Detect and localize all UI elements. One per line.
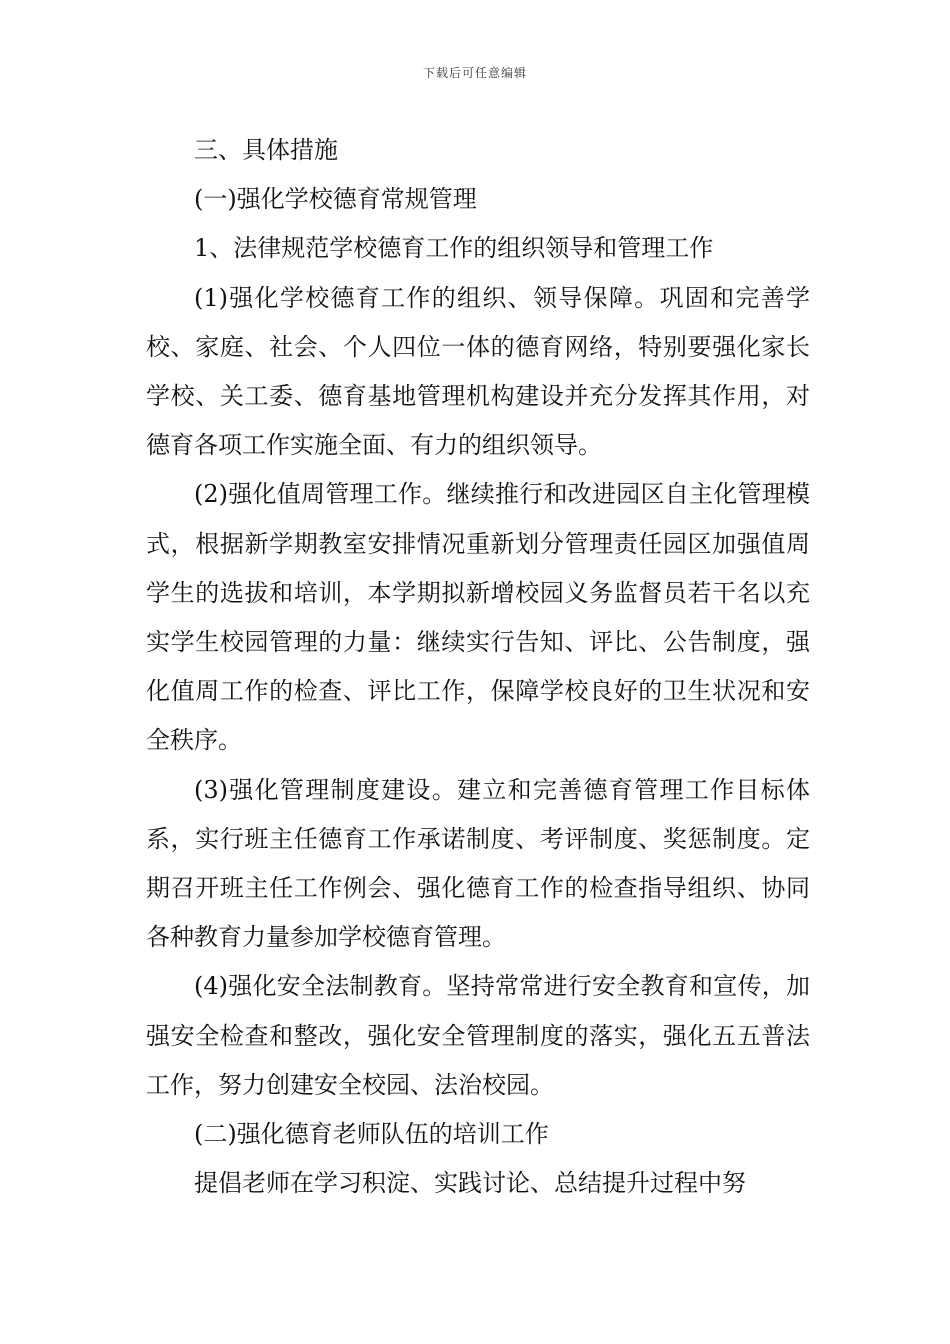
subsection-heading-routine-management: (一)强化学校德育常规管理 <box>194 185 477 214</box>
item-heading-organization: 1、法律规范学校德育工作的组织领导和管理工作 <box>194 234 714 263</box>
paragraph-teacher-training: 提倡老师在学习积淀、实践讨论、总结提升过程中努 <box>194 1169 746 1198</box>
paragraph-system-construction: (3)强化管理制度建设。建立和完善德育管理工作目标体系，实行班主任德育工作承诺制度、考评制度、奖惩制度。定期召开班主任工作例会、强化德育工作的检查指导组织、协同各种教育力量参加学校德育管理。 <box>146 775 810 952</box>
document-body <box>146 126 810 1208</box>
header-note: 下载后可任意编辑 <box>422 66 527 80</box>
subsection-heading-teacher-training: (二)强化德育老师队伍的培训工作 <box>194 1120 549 1149</box>
paragraph-safety-legal-education: (4)强化安全法制教育。坚持常常进行安全教育和宣传，加强安全检查和整改，强化安全管理制度的落实，强化五五普法工作，努力创建安全校园、法治校园。 <box>146 972 810 1099</box>
paragraph-organization-guarantee: (1)强化学校德育工作的组织、领导保障。巩固和完善学校、家庭、社会、个人四位一体的德育网络，特别要强化家长学校、关工委、德育基地管理机构建设并充分发挥其作用，对德育各项工作实施全面、有力的组织领导。 <box>146 283 810 460</box>
paragraph-duty-week-management: (2)强化值周管理工作。继续推行和改进园区自主化管理模式，根据新学期教室安排情况重新划分管理责任园区加强值周学生的选拔和培训，本学期拟新增校园义务监督员若干名以充实学生校园管理的力量：继续实行告知、评比、公告制度，强化值周工作的检查、评比工作，保障学校良好的卫生状况和安全秩序。 <box>146 480 810 755</box>
section-heading-measures: 三、具体措施 <box>194 136 338 164</box>
